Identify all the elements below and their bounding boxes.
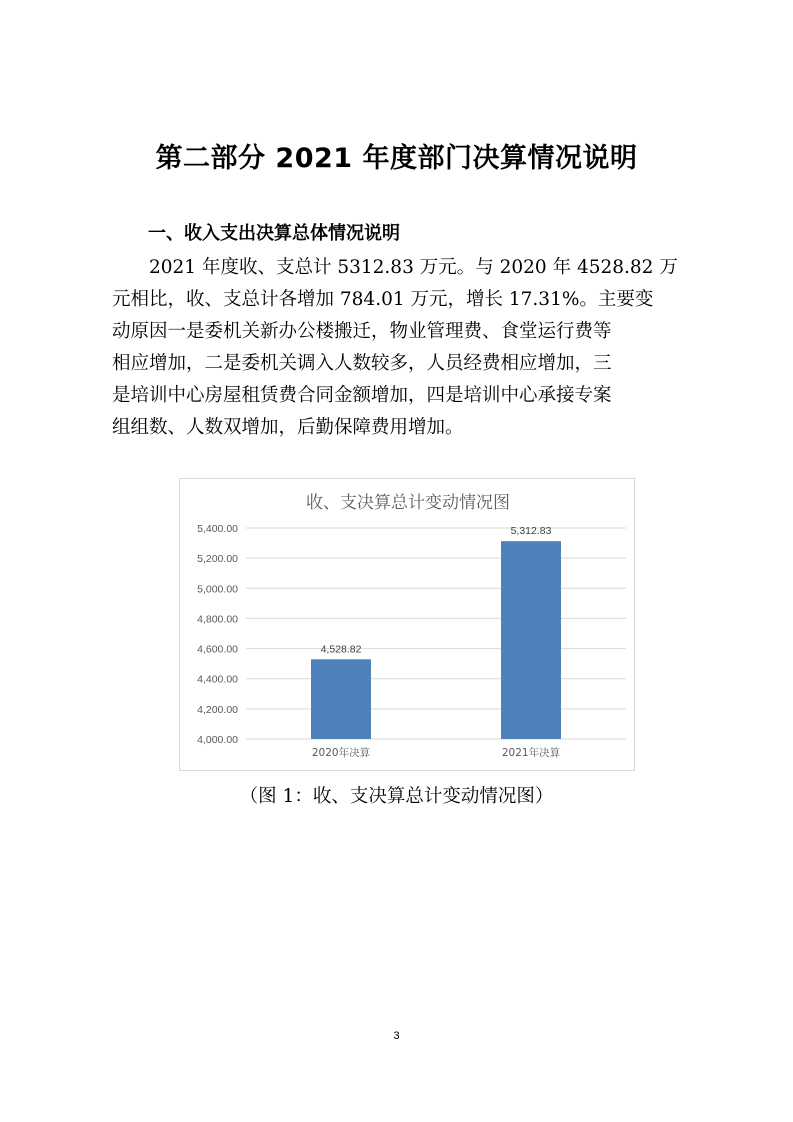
page-number: 3 (393, 1030, 400, 1042)
y-tick-label: 5,200.00 (197, 553, 238, 566)
chart-title: 收、支决算总计变动情况图 (306, 493, 510, 513)
y-tick-label: 4,800.00 (197, 613, 238, 626)
x-tick-label: 2021年决算 (501, 747, 561, 759)
paragraph-line: 是培训中心房屋租赁费合同金额增加，四是培训中心承接专案 (112, 385, 612, 406)
bar (501, 541, 561, 739)
y-tick-label: 4,400.00 (197, 673, 238, 686)
paragraph-line: 2021 年度收、支总计 5312.83 万元。与 2020 年 4528.82 万 (149, 257, 678, 278)
bar-chart-svg (180, 479, 636, 772)
paragraph-line: 组组数、人数双增加，后勤保障费用增加。 (112, 417, 464, 438)
figure-caption: （图 1：收、支决算总计变动情况图） (239, 786, 554, 807)
section-heading: 一、收入支出决算总体情况说明 (148, 223, 400, 244)
y-tick-label: 5,400.00 (197, 523, 238, 535)
bar-chart (179, 478, 635, 771)
paragraph-line: 相应增加，二是委机关调入人数较多，人员经费相应增加，三 (112, 353, 612, 374)
y-tick-label: 4,600.00 (197, 643, 238, 656)
body-paragraph (112, 252, 688, 444)
page-title: 第二部分 2021 年度部门决算情况说明 (155, 143, 638, 174)
paragraph-line: 元相比，收、支总计各增加 784.01 万元，增长 17.31%。主要变 (112, 289, 654, 310)
paragraph-line: 动原因一是委机关新办公楼搬迁，物业管理费、食堂运行费等 (112, 321, 612, 342)
bar (311, 659, 371, 739)
y-tick-label: 5,000.00 (197, 583, 238, 596)
bar-value-label: 5,312.83 (510, 525, 552, 538)
x-tick-label: 2020年决算 (311, 747, 371, 759)
bar-value-label: 4,528.82 (320, 643, 362, 656)
y-tick-label: 4,200.00 (197, 703, 238, 716)
y-tick-label: 4,000.00 (197, 734, 238, 746)
